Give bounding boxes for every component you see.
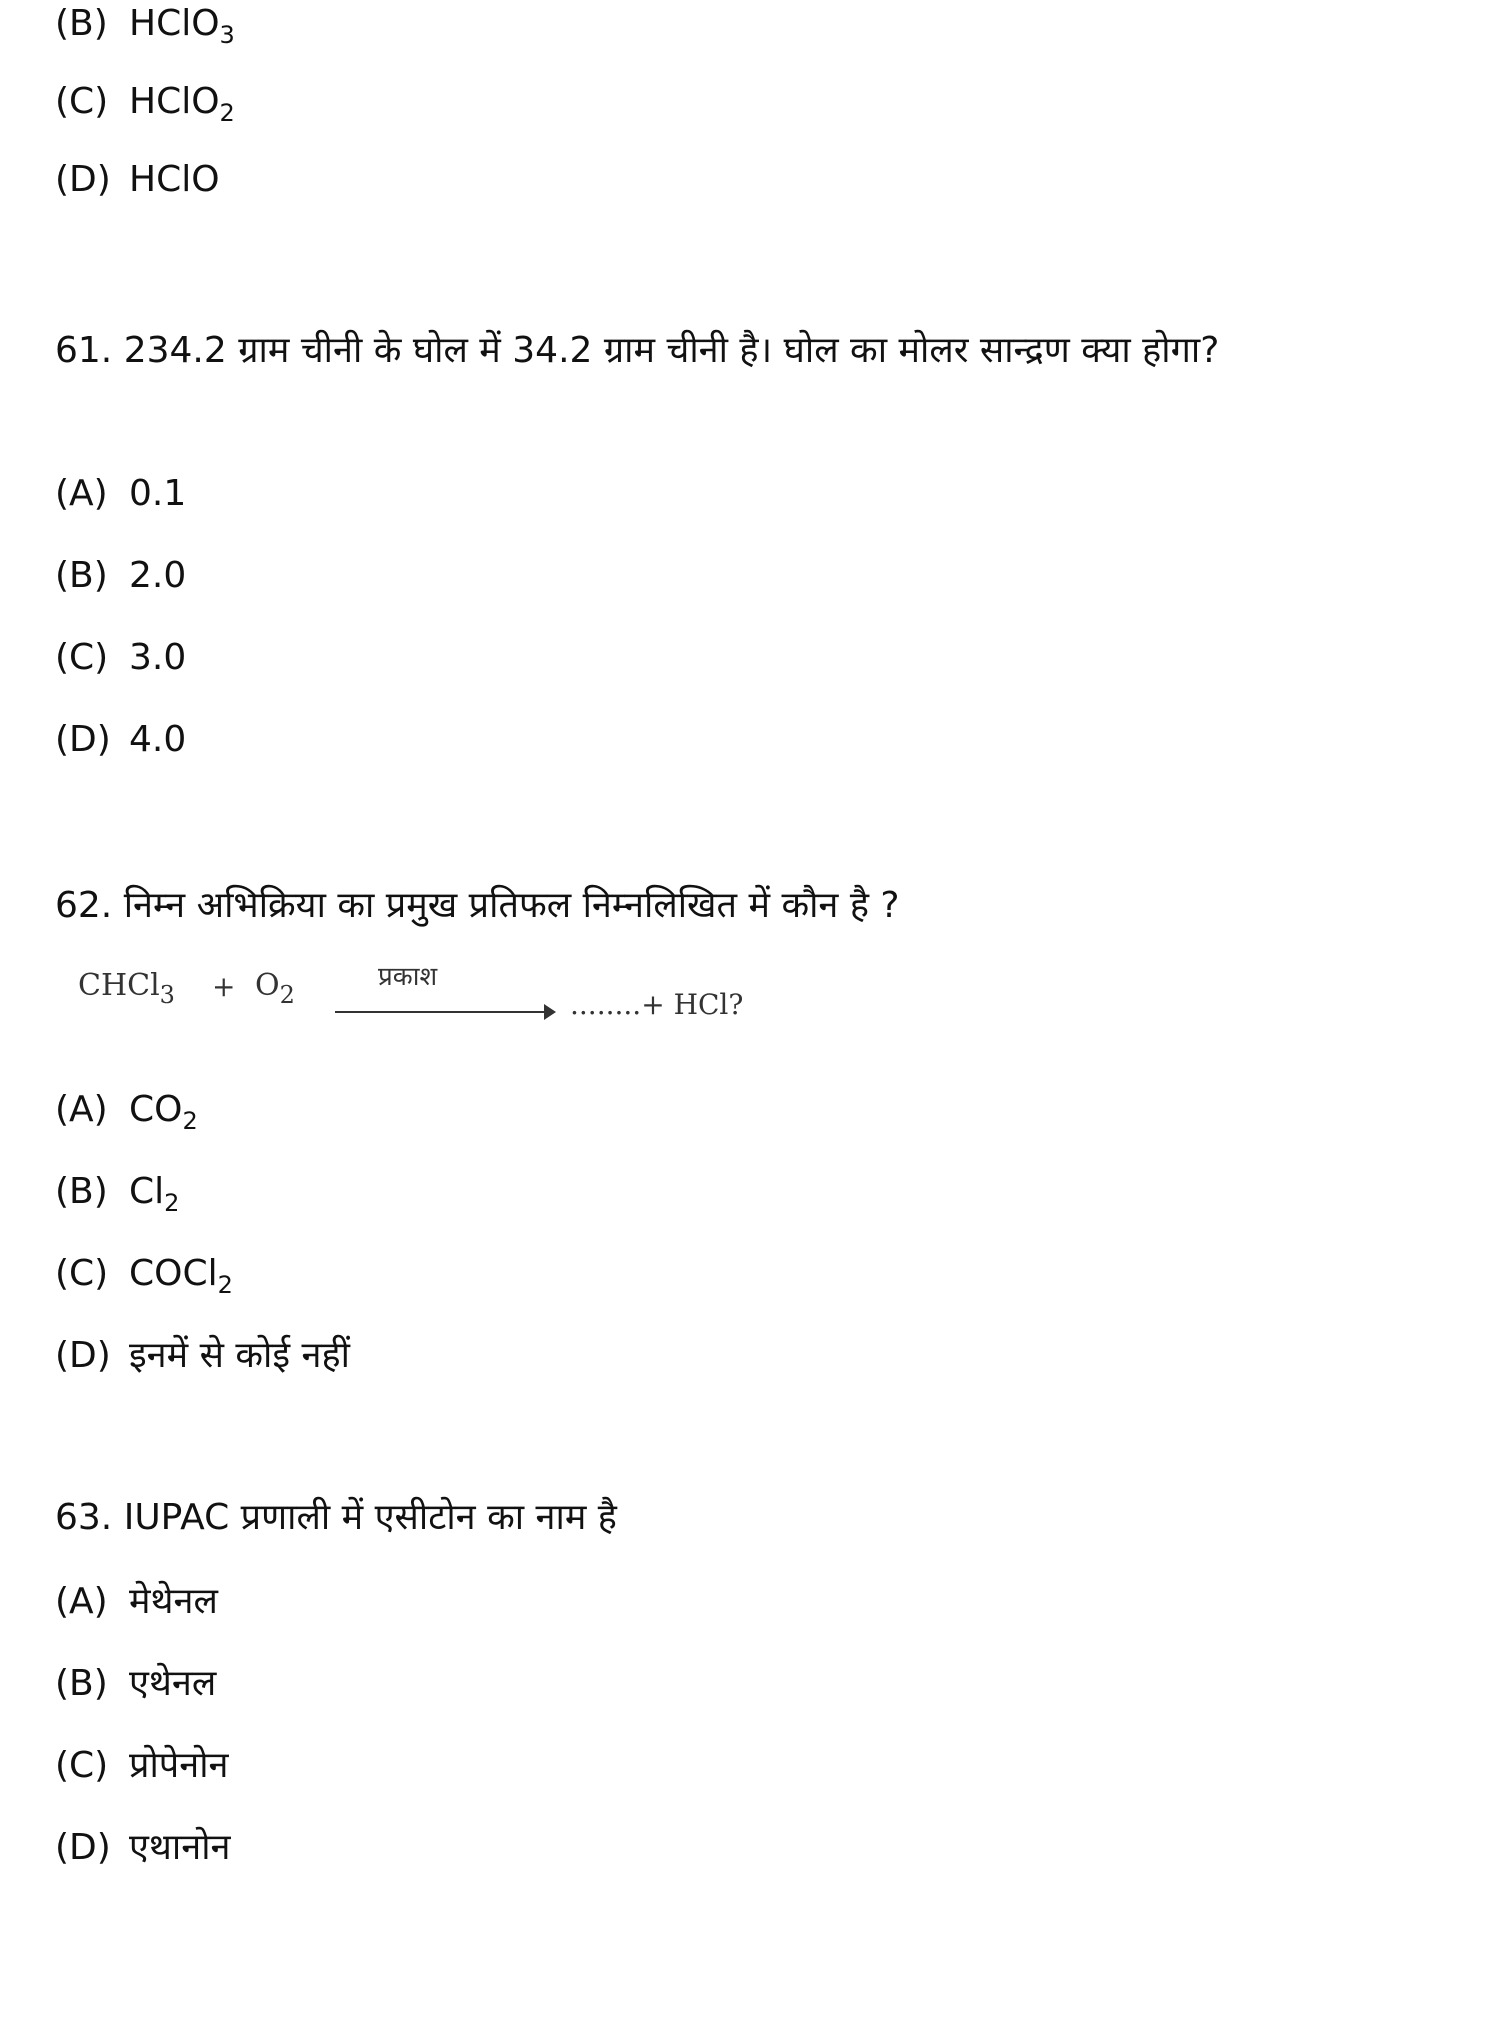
option-subscript: 2 xyxy=(182,1107,198,1135)
option-letter: (D) xyxy=(55,159,111,200)
option-a[interactable] xyxy=(55,1089,198,1135)
plus-sign: + xyxy=(212,970,236,1003)
option-text: COCl xyxy=(129,1253,218,1294)
option-letter: (C) xyxy=(55,637,109,678)
option-text: Cl xyxy=(129,1171,165,1212)
question-61 xyxy=(55,318,1415,384)
option-a[interactable] xyxy=(55,1581,218,1622)
option-text: HClO xyxy=(129,3,220,44)
option-text: प्रोपेनोन xyxy=(129,1745,229,1786)
option-letter: (A) xyxy=(55,1089,108,1130)
option-letter: (B) xyxy=(55,1663,108,1704)
question-number: 61. xyxy=(55,330,113,371)
reactant-o2: $O_2$ xyxy=(255,968,295,1009)
reaction-condition: प्रकाश xyxy=(378,962,438,992)
option-text: इनमें से कोई नहीं xyxy=(129,1335,350,1376)
option-letter: (B) xyxy=(55,555,108,596)
option-c[interactable] xyxy=(55,1253,233,1299)
option-letter: (A) xyxy=(55,1581,108,1622)
option-letter: (C) xyxy=(55,1745,109,1786)
option-b[interactable] xyxy=(55,555,187,596)
option-b[interactable] xyxy=(55,1171,180,1217)
option-letter: (D) xyxy=(55,1827,111,1868)
option-b[interactable] xyxy=(55,3,235,49)
option-d[interactable] xyxy=(55,159,220,200)
option-d[interactable] xyxy=(55,1827,231,1868)
reaction-arrow xyxy=(335,1011,547,1013)
option-c[interactable] xyxy=(55,637,187,678)
reaction-arrow-head xyxy=(544,1004,556,1020)
option-subscript: 2 xyxy=(219,99,235,127)
option-letter: (D) xyxy=(55,1335,111,1376)
option-letter: (B) xyxy=(55,1171,108,1212)
question-text: IUPAC प्रणाली में एसीटोन का नाम है xyxy=(123,1497,617,1538)
option-letter: (D) xyxy=(55,719,111,760)
option-letter: (C) xyxy=(55,81,109,122)
option-c[interactable] xyxy=(55,81,235,127)
option-text: 2.0 xyxy=(129,555,187,596)
option-text: HClO xyxy=(129,81,220,122)
option-text: एथेनल xyxy=(129,1663,217,1704)
option-d[interactable] xyxy=(55,1335,350,1376)
option-b[interactable] xyxy=(55,1663,217,1704)
question-text: 234.2 ग्राम चीनी के घोल में 34.2 ग्राम चीनी है। घोल का मोलर सान्द्रण क्या होगा? xyxy=(123,330,1220,371)
option-text: मेथेनल xyxy=(129,1581,218,1622)
option-text: HClO xyxy=(129,159,220,200)
option-c[interactable] xyxy=(55,1745,229,1786)
option-text: CO xyxy=(129,1089,183,1130)
option-text: 0.1 xyxy=(129,473,187,514)
option-letter: (A) xyxy=(55,473,108,514)
option-text: 4.0 xyxy=(129,719,187,760)
question-number: 62. xyxy=(55,885,113,926)
option-letter: (C) xyxy=(55,1253,109,1294)
option-subscript: 2 xyxy=(164,1189,180,1217)
question-62 xyxy=(55,885,900,926)
question-number: 63. xyxy=(55,1497,113,1538)
option-text: एथानोन xyxy=(129,1827,231,1868)
question-text: निम्न अभिक्रिया का प्रमुख प्रतिफल निम्नलिखित में कौन है ? xyxy=(123,885,900,926)
option-text: 3.0 xyxy=(129,637,187,678)
option-a[interactable] xyxy=(55,473,187,514)
option-d[interactable] xyxy=(55,719,187,760)
question-63 xyxy=(55,1497,617,1538)
option-letter: (B) xyxy=(55,3,108,44)
reactant-chcl3: CHCl$_3$ xyxy=(78,968,175,1009)
reaction-product: ........+ HCl? xyxy=(570,988,744,1021)
option-subscript: 2 xyxy=(217,1271,233,1299)
option-subscript: 3 xyxy=(219,21,235,49)
